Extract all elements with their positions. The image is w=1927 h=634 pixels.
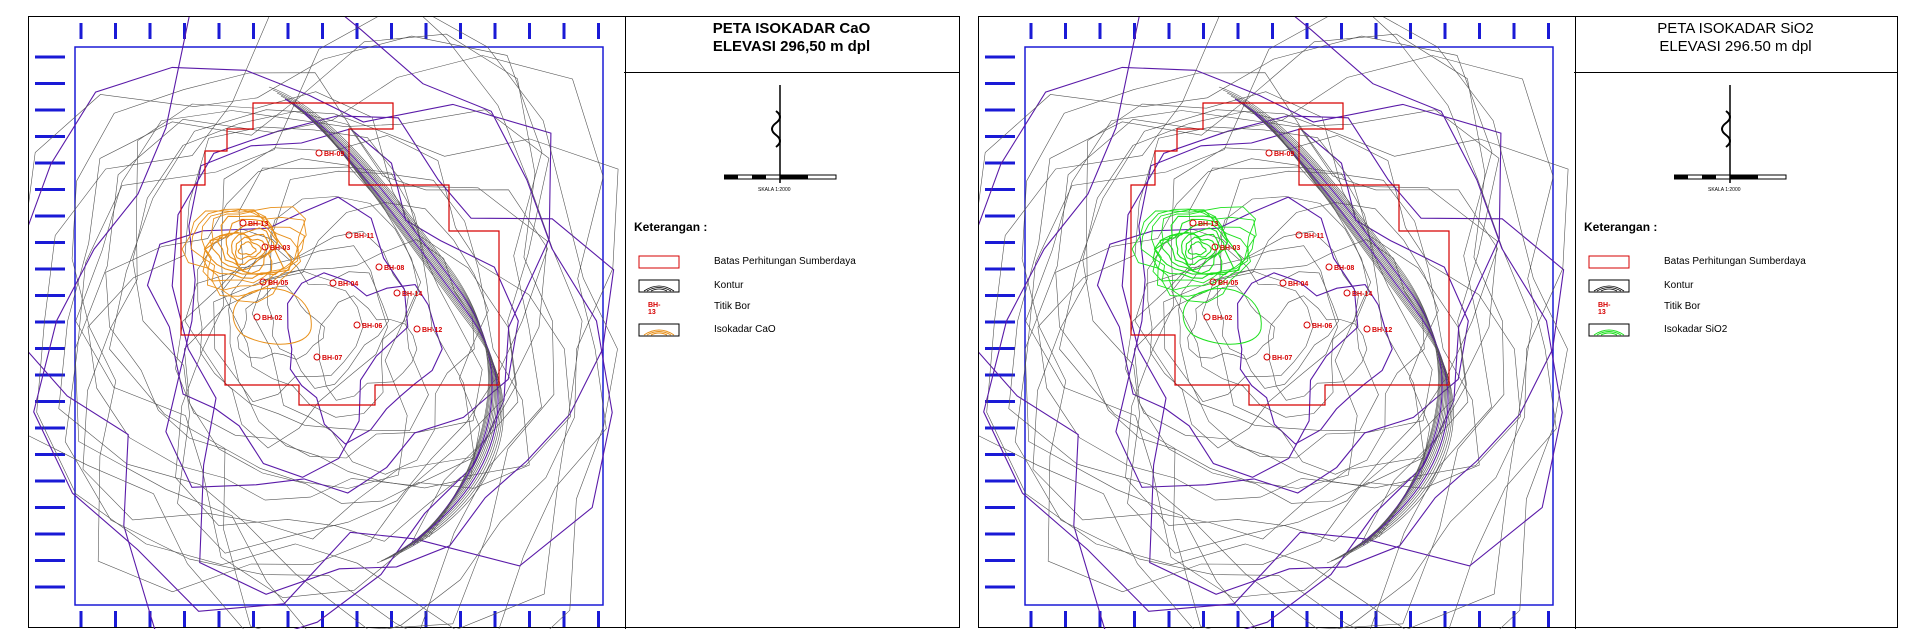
boundary-box-icon bbox=[638, 255, 680, 269]
grid-tick-label bbox=[985, 506, 1015, 509]
grid-tick-label bbox=[1478, 23, 1481, 39]
borehole-label: BH-03 bbox=[1220, 245, 1241, 252]
borehole-label: BH-03 bbox=[270, 245, 291, 252]
grid-tick-label bbox=[563, 23, 566, 39]
svg-text:SKALA 1:2000: SKALA 1:2000 bbox=[1708, 187, 1741, 193]
grid-tick-label bbox=[35, 215, 65, 218]
grid-tick-label bbox=[1237, 611, 1240, 627]
grid-tick-label bbox=[35, 321, 65, 324]
svg-text:SKALA 1:2000: SKALA 1:2000 bbox=[758, 187, 791, 193]
grid-tick-label bbox=[597, 611, 600, 627]
borehole-label: BH-14 bbox=[402, 291, 423, 298]
grid-tick-label bbox=[1547, 23, 1550, 39]
isograde-contour bbox=[1132, 207, 1256, 303]
legend-panel bbox=[624, 17, 959, 627]
legend-label: Isokadar SiO2 bbox=[1664, 324, 1728, 335]
borehole-marker bbox=[414, 326, 442, 334]
grid-tick-label bbox=[528, 23, 531, 39]
grid-tick-label bbox=[1133, 611, 1136, 627]
grid-tick-label bbox=[985, 109, 1015, 112]
index-contour-line bbox=[979, 67, 1501, 629]
grid-tick-label bbox=[563, 611, 566, 627]
drill-point-icon bbox=[1190, 220, 1196, 226]
borehole-label: BH-04 bbox=[338, 281, 359, 288]
grid-tick-label bbox=[985, 533, 1015, 536]
drill-point-icon bbox=[1344, 290, 1350, 296]
borehole-marker bbox=[1280, 280, 1308, 288]
grid-tick-label bbox=[1306, 611, 1309, 627]
borehole-marker bbox=[1326, 264, 1354, 272]
borehole-marker bbox=[1204, 314, 1232, 322]
grid-tick-label bbox=[1237, 23, 1240, 39]
grid-tick-label bbox=[35, 400, 65, 403]
grid-tick-label bbox=[35, 268, 65, 271]
contour-line bbox=[1059, 110, 1568, 629]
grid-tick-label bbox=[494, 23, 497, 39]
legend-label: Batas Perhitungan Sumberdaya bbox=[714, 256, 856, 267]
boundary-box-icon bbox=[1588, 255, 1630, 269]
map-title: PETA ISOKADAR CaO bbox=[712, 20, 871, 37]
grid-tick-label bbox=[1064, 611, 1067, 627]
drill-point-icon bbox=[316, 150, 322, 156]
borehole-marker bbox=[1266, 150, 1294, 158]
grid-tick-label bbox=[252, 611, 255, 627]
map-sheet-sio2 bbox=[978, 16, 1898, 628]
borehole-label: BH-11 bbox=[354, 233, 374, 240]
grid-tick-label bbox=[35, 559, 65, 562]
grid-tick-label bbox=[35, 162, 65, 165]
map-sheet-cao bbox=[28, 16, 960, 628]
legend-heading: Keterangan : bbox=[1584, 220, 1658, 234]
contour-line bbox=[76, 110, 549, 598]
borehole-label: BH-04 bbox=[1288, 281, 1309, 288]
grid-tick-label bbox=[1202, 23, 1205, 39]
index-contour-line bbox=[288, 273, 443, 444]
grid-tick-label bbox=[1513, 611, 1516, 627]
contour-line bbox=[176, 135, 571, 541]
grid-tick-label bbox=[35, 241, 65, 244]
grid-tick-label bbox=[528, 611, 531, 627]
title-box bbox=[624, 17, 959, 73]
title-box bbox=[1574, 17, 1897, 73]
grid-tick-label bbox=[985, 215, 1015, 218]
grid-tick-label bbox=[390, 23, 393, 39]
borehole-points bbox=[1190, 150, 1392, 362]
map-canvas bbox=[29, 17, 626, 629]
drill-point-icon bbox=[1266, 150, 1272, 156]
contour-line bbox=[65, 17, 617, 629]
grid-tick-label bbox=[1409, 611, 1412, 627]
grid-tick-label bbox=[985, 135, 1015, 138]
borehole-label: BH-07 bbox=[322, 355, 343, 362]
grid-tick-label bbox=[287, 23, 290, 39]
legend-panel bbox=[1574, 17, 1897, 627]
drill-point-icon bbox=[240, 220, 246, 226]
grid-tick-label bbox=[1444, 23, 1447, 39]
grid-tick-label bbox=[35, 294, 65, 297]
borehole-marker bbox=[354, 322, 382, 330]
grid-tick-label bbox=[1030, 23, 1033, 39]
legend-label: Kontur bbox=[714, 280, 744, 291]
borehole-label: BH-05 bbox=[268, 280, 289, 287]
borehole-points bbox=[240, 150, 442, 362]
contour-lines bbox=[29, 17, 618, 629]
contour-line bbox=[184, 171, 529, 503]
borehole-label: BH-08 bbox=[384, 265, 405, 272]
drill-point-icon bbox=[346, 232, 352, 238]
north-arrow-scale-icon bbox=[724, 83, 844, 193]
grid-tick-label bbox=[35, 56, 65, 59]
grid-tick-label bbox=[1064, 23, 1067, 39]
borehole-marker bbox=[1344, 290, 1372, 298]
grid-tick-label bbox=[985, 586, 1015, 589]
borehole-label: BH-06 bbox=[1312, 323, 1333, 330]
grid-tick-label bbox=[1340, 611, 1343, 627]
grid-tick-label bbox=[218, 23, 221, 39]
grid-tick-label bbox=[1375, 23, 1378, 39]
index-contour-line bbox=[1122, 116, 1563, 594]
map-frame bbox=[29, 17, 626, 629]
grid-tick-label bbox=[114, 611, 117, 627]
borehole-label: BH-13 bbox=[248, 221, 269, 228]
drill-point-icon bbox=[414, 326, 420, 332]
borehole-label: BH-07 bbox=[1272, 355, 1293, 362]
grid-tick-label bbox=[1547, 611, 1550, 627]
contour-icon bbox=[638, 279, 680, 293]
grid-tick-label bbox=[149, 23, 152, 39]
grid-tick-label bbox=[218, 611, 221, 627]
grid-tick-label bbox=[35, 427, 65, 430]
grid-tick-label bbox=[35, 453, 65, 456]
legend-heading: Keterangan : bbox=[634, 220, 708, 234]
borehole-marker bbox=[1190, 220, 1218, 228]
drill-point-icon bbox=[354, 322, 360, 328]
grid-tick-label bbox=[985, 82, 1015, 85]
contour-line bbox=[1038, 127, 1425, 500]
borehole-label: BH-05 bbox=[1218, 280, 1239, 287]
isograde-contour bbox=[1186, 237, 1212, 259]
grid-tick-label bbox=[1513, 23, 1516, 39]
grid-tick-label bbox=[390, 611, 393, 627]
grid-tick-label bbox=[1409, 23, 1412, 39]
grid-tick-label bbox=[985, 162, 1015, 165]
grid-tick-label bbox=[985, 453, 1015, 456]
contour-icon bbox=[1588, 279, 1630, 293]
borehole-marker bbox=[1296, 232, 1324, 240]
grid-tick-label bbox=[35, 533, 65, 536]
borehole-label: BH-08 bbox=[1334, 265, 1355, 272]
isograde-icon bbox=[1588, 323, 1630, 337]
grid-tick-label bbox=[1099, 23, 1102, 39]
borehole-marker bbox=[254, 314, 282, 322]
index-contour-line bbox=[172, 116, 613, 594]
grid-tick-label bbox=[1478, 611, 1481, 627]
drill-point-icon bbox=[1296, 232, 1302, 238]
borehole-marker bbox=[330, 280, 358, 288]
grid-tick-label bbox=[985, 480, 1015, 483]
contour-line bbox=[1126, 135, 1521, 541]
borehole-label: BH-13 bbox=[1198, 221, 1219, 228]
grid-tick-label bbox=[985, 400, 1015, 403]
map-title: PETA ISOKADAR SiO2 bbox=[1657, 20, 1814, 37]
grid-tick-label bbox=[287, 611, 290, 627]
grid-tick-label bbox=[35, 506, 65, 509]
legend-label: Isokadar CaO bbox=[714, 324, 776, 335]
contour-line bbox=[1271, 126, 1453, 563]
contour-line bbox=[214, 202, 489, 488]
contour-lines bbox=[979, 17, 1568, 629]
contour-line bbox=[1026, 110, 1499, 598]
map-subtitle: ELEVASI 296,50 m dpl bbox=[712, 38, 871, 55]
borehole-marker bbox=[1304, 322, 1332, 330]
drill-point-sample: BH-13 bbox=[1598, 302, 1611, 316]
map-subtitle: ELEVASI 296.50 m dpl bbox=[1659, 38, 1812, 55]
index-contour-line bbox=[1238, 273, 1393, 444]
grid-tick-label bbox=[985, 559, 1015, 562]
borehole-label: BH-14 bbox=[1352, 291, 1373, 298]
grid-tick-label bbox=[35, 586, 65, 589]
borehole-marker bbox=[240, 220, 268, 228]
contour-line bbox=[321, 126, 503, 563]
borehole-marker bbox=[314, 354, 342, 362]
grid-tick-label bbox=[459, 23, 462, 39]
grid-tick-label bbox=[1030, 611, 1033, 627]
legend-label: Titik Bor bbox=[1664, 301, 1701, 312]
drill-point-icon bbox=[1304, 322, 1310, 328]
grid-tick-label bbox=[985, 321, 1015, 324]
drill-point-sample: BH-13 bbox=[648, 302, 661, 316]
grid-tick-label bbox=[985, 56, 1015, 59]
isograde-contour bbox=[182, 207, 306, 303]
grid-tick-label bbox=[985, 188, 1015, 191]
borehole-marker bbox=[316, 150, 344, 158]
grid-tick-label bbox=[35, 480, 65, 483]
grid-tick-label bbox=[321, 23, 324, 39]
isograde-icon bbox=[638, 323, 680, 337]
grid-tick-label bbox=[252, 23, 255, 39]
grid-tick-label bbox=[35, 188, 65, 191]
grid-tick-label bbox=[985, 294, 1015, 297]
isograde-contour bbox=[236, 237, 262, 259]
contour-line bbox=[313, 120, 501, 559]
grid-tick-label bbox=[35, 82, 65, 85]
borehole-label: BH-11 bbox=[1304, 233, 1324, 240]
drill-point-icon bbox=[254, 314, 260, 320]
index-contour-line bbox=[29, 67, 551, 629]
drill-point-icon bbox=[330, 280, 336, 286]
borehole-label: BH-06 bbox=[362, 323, 383, 330]
borehole-marker bbox=[1364, 326, 1392, 334]
drill-point-icon bbox=[1326, 264, 1332, 270]
contour-line bbox=[109, 110, 618, 629]
contour-line bbox=[1015, 17, 1567, 629]
contour-line bbox=[88, 127, 475, 500]
borehole-marker bbox=[346, 232, 374, 240]
drill-point-icon bbox=[1364, 326, 1370, 332]
borehole-label: BH-09 bbox=[1274, 151, 1295, 158]
drill-point-icon bbox=[394, 290, 400, 296]
contour-line bbox=[1263, 120, 1451, 559]
legend-label: Kontur bbox=[1664, 280, 1694, 291]
borehole-marker bbox=[376, 264, 404, 272]
grid-tick-label bbox=[1168, 23, 1171, 39]
legend-label: Batas Perhitungan Sumberdaya bbox=[1664, 256, 1806, 267]
grid-tick-label bbox=[985, 241, 1015, 244]
borehole-marker bbox=[394, 290, 422, 298]
contour-line bbox=[1164, 202, 1439, 488]
drill-point-icon bbox=[1204, 314, 1210, 320]
grid-tick-label bbox=[80, 23, 83, 39]
grid-tick-label bbox=[183, 611, 186, 627]
grid-tick-label bbox=[35, 135, 65, 138]
borehole-marker bbox=[1264, 354, 1292, 362]
grid-tick-label bbox=[985, 427, 1015, 430]
grid-tick-label bbox=[425, 23, 428, 39]
map-canvas bbox=[979, 17, 1576, 629]
grid-tick-label bbox=[1168, 611, 1171, 627]
grid-tick-label bbox=[459, 611, 462, 627]
grid-tick-label bbox=[1271, 23, 1274, 39]
map-frame bbox=[979, 17, 1576, 629]
contour-line bbox=[1134, 171, 1479, 503]
grid-tick-label bbox=[356, 611, 359, 627]
grid-tick-label bbox=[80, 611, 83, 627]
north-arrow-scale-icon bbox=[1674, 83, 1794, 193]
grid-tick-label bbox=[35, 109, 65, 112]
grid-tick-label bbox=[114, 23, 117, 39]
grid-tick-label bbox=[985, 268, 1015, 271]
grid-tick-label bbox=[1340, 23, 1343, 39]
legend-label: Titik Bor bbox=[714, 301, 751, 312]
borehole-label: BH-02 bbox=[262, 315, 283, 322]
drill-point-icon bbox=[376, 264, 382, 270]
drill-point-icon bbox=[1280, 280, 1286, 286]
borehole-label: BH-09 bbox=[324, 151, 345, 158]
borehole-label: BH-12 bbox=[1372, 327, 1393, 334]
borehole-label: BH-12 bbox=[422, 327, 443, 334]
borehole-label: BH-02 bbox=[1212, 315, 1233, 322]
grid-tick-label bbox=[1202, 611, 1205, 627]
grid-tick-label bbox=[597, 23, 600, 39]
